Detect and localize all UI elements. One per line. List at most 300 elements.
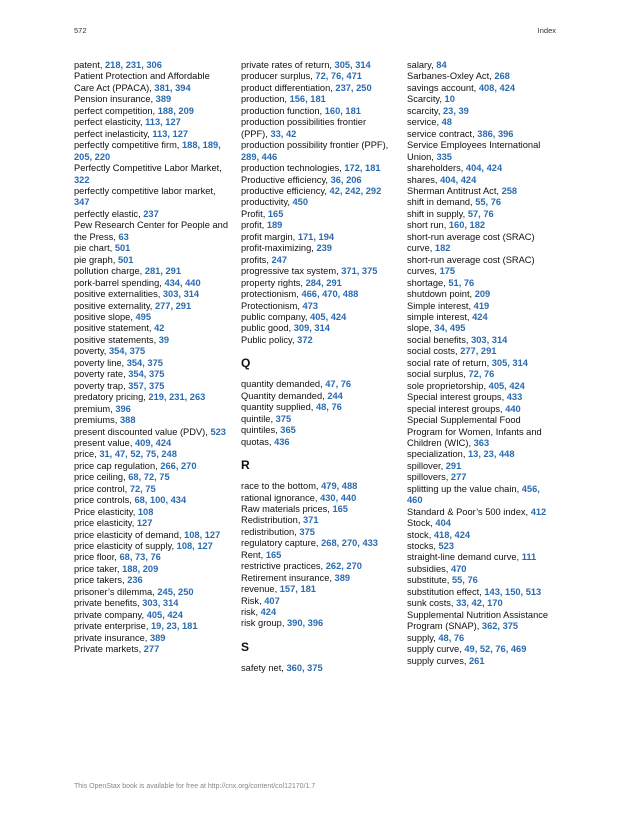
index-term: special interest groups, (407, 403, 506, 414)
index-entry (74, 346, 232, 357)
index-entry (241, 584, 393, 595)
index-term: Quantity demanded, (241, 390, 328, 401)
index-term: price elasticity of demand, (74, 529, 185, 540)
index-page-links[interactable]: 244 (327, 390, 343, 401)
index-page-links[interactable]: 371, 375 (341, 266, 378, 277)
index-page-links[interactable]: 289, 446 (241, 151, 278, 162)
index-entry (241, 379, 393, 390)
index-page-links[interactable]: 322 (74, 174, 90, 185)
index-page-links[interactable]: 389 (155, 94, 172, 105)
index-page-links[interactable]: 72, 76, 471 (315, 71, 362, 82)
index-entry (241, 550, 393, 561)
index-page-links[interactable]: 371 (303, 515, 319, 526)
index-term: race to the bottom, (241, 481, 322, 492)
index-term: supply curves, (407, 655, 470, 666)
index-term: quintile, (241, 413, 276, 424)
index-page-links[interactable]: 165 (265, 549, 282, 560)
index-page-links[interactable]: 347 (74, 197, 90, 208)
index-term: poverty trap, (74, 380, 129, 391)
index-page-links[interactable]: 268 (494, 71, 510, 82)
index-page-links[interactable]: 277, 291 (460, 346, 497, 357)
index-entry (74, 587, 232, 598)
index-page-links[interactable]: 404 (435, 518, 451, 529)
index-entry (241, 232, 393, 243)
index-page-links[interactable]: 42, 242, 292 (329, 185, 382, 196)
index-page-links[interactable]: 309, 314 (293, 323, 330, 334)
index-page-links[interactable]: 47, 76 (325, 379, 352, 390)
index-page-links[interactable]: 13, 23, 448 (467, 449, 515, 460)
index-term: production technologies, (241, 163, 345, 174)
index-entry (74, 117, 232, 128)
index-page-links[interactable]: 262, 270 (325, 561, 362, 572)
index-entry (241, 335, 393, 346)
index-page-links[interactable]: 405, 424 (146, 609, 183, 620)
index-term: Sherman Antitrust Act, (407, 185, 502, 196)
index-page-links[interactable]: 303, 314 (142, 598, 179, 609)
index-page-links[interactable]: 63 (118, 231, 129, 242)
index-page-links[interactable]: 404, 424 (440, 174, 477, 185)
index-term: stocks, (407, 541, 439, 552)
index-page-links[interactable]: 277 (450, 472, 467, 483)
index-entry (241, 163, 393, 174)
index-term: positive externality, (74, 300, 155, 311)
index-term: profit margin, (241, 231, 298, 242)
index-page-links[interactable]: 55, 76 (475, 197, 502, 208)
index-entry (241, 538, 393, 549)
index-entry (241, 323, 393, 334)
index-page-links[interactable]: 407 (264, 595, 280, 606)
index-page-links[interactable]: 268, 270, 433 (321, 538, 378, 549)
index-term: premium, (74, 403, 116, 414)
index-page-links[interactable]: 34, 495 (434, 323, 466, 334)
index-page-links[interactable]: 424 (260, 607, 277, 618)
index-term: Profit, (241, 208, 268, 219)
index-term: Sarbanes-Oxley Act, (407, 71, 495, 82)
page-number: 572 (74, 26, 87, 35)
index-page-links[interactable]: 404, 424 (465, 163, 503, 174)
index-entry (407, 369, 557, 380)
index-page-links[interactable]: 108, 127 (176, 541, 213, 552)
index-entry (407, 564, 557, 575)
index-page-links[interactable]: 245, 250 (157, 586, 194, 597)
index-page-links[interactable]: 277, 291 (154, 300, 192, 311)
index-page-links[interactable]: 363 (473, 437, 490, 448)
index-entry (74, 472, 232, 483)
index-term: regulatory capture, (241, 538, 322, 549)
index-term: perfect elasticity, (74, 117, 146, 128)
index-page-links[interactable]: 258 (501, 185, 518, 196)
index-entry (241, 414, 393, 425)
index-page-links[interactable]: 239 (316, 243, 332, 254)
index-term: price taker, (74, 563, 123, 574)
index-entry (407, 186, 557, 197)
index-page-links[interactable]: 360, 375 (286, 662, 323, 673)
index-page-links[interactable]: 108 (137, 506, 154, 517)
index-page-links[interactable]: 68, 73, 76 (119, 552, 161, 563)
index-page-links[interactable]: 305, 314 (334, 60, 371, 70)
index-page-links[interactable]: 49, 52, 76, 469 (464, 644, 527, 655)
index-entry (74, 621, 232, 632)
index-column-3 (407, 60, 557, 667)
index-term: perfectly competitive labor market, (74, 185, 216, 196)
index-page-links[interactable]: 218, 231, 306 (105, 60, 162, 70)
index-term: private rates of return, (241, 60, 335, 70)
index-page-links[interactable]: 236 (127, 575, 143, 586)
index-term: pie graph, (74, 254, 118, 265)
index-page-links[interactable]: 10 (444, 94, 455, 105)
index-page-links[interactable]: 357, 375 (128, 380, 165, 391)
index-page-links[interactable]: 405, 424 (488, 380, 525, 391)
index-entry (241, 607, 393, 618)
index-page-links[interactable]: 405, 424 (310, 311, 347, 322)
index-page-links[interactable]: 160, 182 (448, 220, 486, 231)
index-page-links[interactable]: 108, 127 (184, 529, 221, 540)
index-term: private insurance, (74, 632, 150, 643)
index-page-links[interactable]: 381, 394 (154, 82, 191, 93)
index-entry (407, 644, 557, 655)
index-entry (407, 587, 557, 598)
index-entry (74, 564, 232, 575)
index-entry (407, 209, 557, 220)
index-page-links[interactable]: 408, 424 (478, 82, 516, 93)
index-page-links[interactable]: 57, 76 (467, 208, 494, 219)
index-term: short-run average cost (SRAC) curve, (407, 231, 535, 254)
index-term: risk, (241, 607, 261, 618)
index-entry (241, 527, 393, 538)
index-term: Patient Protection and Affordable Care Act (PPACA), (74, 71, 210, 93)
index-term: supply curve, (407, 644, 465, 655)
index-entry (407, 60, 557, 71)
index-entry (241, 561, 393, 572)
index-term: present discounted value (PDV), (74, 426, 211, 437)
index-term: private company, (74, 609, 147, 620)
index-entry (241, 175, 393, 186)
index-page-links[interactable]: 39 (158, 334, 170, 345)
index-entry (74, 60, 232, 71)
index-page-links[interactable]: 456, 460 (407, 483, 540, 506)
index-term: Private markets, (74, 644, 144, 655)
index-entry (407, 598, 557, 609)
index-term: poverty rate, (74, 369, 129, 380)
index-page-links[interactable]: 375 (299, 526, 315, 537)
index-page-links[interactable]: 143, 150, 513 (484, 586, 542, 597)
index-page-links[interactable]: 48, 76 (438, 632, 465, 643)
index-term: quantity supplied, (241, 402, 316, 413)
index-term: productivity, (241, 197, 293, 208)
index-page-links[interactable]: 412 (530, 506, 547, 517)
index-page-links[interactable]: 247 (271, 254, 287, 265)
index-term: Protectionism, (241, 300, 303, 311)
index-page-links[interactable]: 33, 42 (270, 128, 297, 139)
index-entry (74, 449, 232, 460)
index-page-links[interactable]: 68, 72, 75 (128, 472, 170, 483)
index-term: positive externalities, (74, 289, 163, 300)
index-entry (241, 391, 393, 402)
index-page-links[interactable]: 284, 291 (305, 277, 342, 288)
index-page-links[interactable]: 281, 291 (144, 266, 182, 277)
index-term: spillovers, (407, 472, 451, 483)
index-column-1 (74, 60, 232, 656)
index-entry (74, 541, 232, 552)
index-term: Redistribution, (241, 515, 304, 526)
index-page-links[interactable]: 84 (436, 60, 447, 70)
index-page-links[interactable]: 188, 209 (122, 563, 159, 574)
index-page-links[interactable]: 165 (267, 208, 284, 219)
index-term: positive statement, (74, 323, 155, 334)
index-page-links[interactable]: 175 (439, 266, 456, 277)
index-page-links[interactable]: 33, 42, 170 (456, 598, 503, 609)
index-entry (74, 427, 232, 438)
index-page-links[interactable]: 303, 314 (162, 289, 200, 300)
index-page-links[interactable]: 291 (445, 460, 462, 471)
index-term: Simple interest, (407, 300, 474, 311)
index-entry (407, 163, 557, 174)
index-term: sunk costs, (407, 598, 457, 609)
index-page-links[interactable]: 388 (119, 415, 136, 426)
index-entry (407, 232, 557, 255)
index-entry (407, 507, 557, 518)
index-term: spillover, (407, 460, 446, 471)
index-entry (241, 312, 393, 323)
index-page-links[interactable]: 501 (117, 254, 134, 265)
index-term: premiums, (74, 415, 120, 426)
index-page-links[interactable]: 390, 396 (287, 618, 324, 629)
index-entry (407, 656, 557, 667)
index-page-links[interactable]: 157, 181 (279, 584, 316, 595)
index-page-links[interactable]: 72, 75 (129, 483, 156, 494)
index-entry (241, 504, 393, 515)
index-page-links[interactable]: 389 (149, 632, 166, 643)
index-page-links[interactable]: 113, 127 (145, 117, 181, 128)
index-term: Standard & Poor’s 500 index, (407, 506, 531, 517)
index-entry (407, 278, 557, 289)
index-entry (74, 335, 232, 346)
index-term: shift in demand, (407, 197, 476, 208)
index-entry (241, 437, 393, 448)
index-page-links[interactable]: 375 (275, 413, 292, 424)
index-entry (241, 255, 393, 266)
index-entry (241, 596, 393, 607)
index-entry (241, 289, 393, 300)
index-entry (74, 94, 232, 105)
index-entry (74, 106, 232, 117)
index-entry (407, 335, 557, 346)
index-term: subsidies, (407, 563, 451, 574)
index-entry (241, 402, 393, 413)
index-entry (407, 140, 557, 163)
index-page-links[interactable]: 156, 181 (289, 94, 326, 105)
index-entry (407, 117, 557, 128)
index-page-links[interactable]: 165 (332, 503, 348, 514)
index-page-links[interactable]: 433 (506, 392, 523, 403)
index-page-links[interactable]: 470 (450, 563, 467, 574)
index-page-links[interactable]: 277 (143, 644, 160, 655)
index-page-links[interactable]: 189 (266, 220, 283, 231)
index-page-links[interactable]: 450 (292, 197, 309, 208)
index-entry (407, 312, 557, 323)
index-term: social surplus, (407, 369, 469, 380)
index-entry (74, 369, 232, 380)
index-entry (407, 575, 557, 586)
index-page-links[interactable]: 182 (434, 243, 451, 254)
index-page-links[interactable]: 409, 424 (134, 437, 172, 448)
index-entry (74, 610, 232, 621)
index-page-links[interactable]: 51, 76 (448, 277, 475, 288)
index-term: progressive tax system, (241, 266, 342, 277)
index-entry (74, 323, 232, 334)
index-page-links[interactable]: 365 (280, 425, 296, 436)
index-entry (407, 552, 557, 563)
index-term: Raw materials prices, (241, 503, 333, 514)
index-term: pollution charge, (74, 266, 145, 277)
index-page-links[interactable]: 362, 375 (481, 621, 519, 632)
index-term: public company, (241, 311, 311, 322)
index-entry (74, 552, 232, 563)
index-page-links[interactable]: 305, 314 (491, 357, 528, 368)
index-page-links[interactable]: 418, 424 (433, 529, 471, 540)
index-entry (407, 484, 557, 507)
index-entry (407, 358, 557, 369)
index-entry (74, 266, 232, 277)
index-entry (241, 243, 393, 254)
index-page-links[interactable]: 42 (154, 323, 165, 334)
index-page-links[interactable]: 55, 76 (451, 575, 478, 586)
index-term: Pew Research Center for People and the Press, (74, 220, 229, 242)
index-term: salary, (407, 60, 437, 70)
index-term: Public policy, (241, 334, 298, 345)
index-entry (407, 301, 557, 312)
index-page-links[interactable]: 354, 375 (108, 346, 146, 357)
index-entry (241, 515, 393, 526)
index-page-links[interactable]: 386, 396 (477, 128, 514, 139)
index-term: revenue, (241, 584, 280, 595)
index-page-links[interactable]: 372 (297, 334, 313, 345)
index-page-links[interactable]: 436 (274, 436, 290, 447)
index-term: shareholders, (407, 163, 466, 174)
index-page-links[interactable]: 335 (436, 151, 452, 162)
index-page-links[interactable]: 23, 39 (442, 105, 469, 116)
index-term: social rate of return, (407, 357, 492, 368)
index-page-links[interactable]: 127 (136, 518, 153, 529)
index-term: present value, (74, 437, 135, 448)
index-entry (241, 140, 393, 163)
index-page-links[interactable]: 396 (115, 403, 131, 414)
index-term: Supplemental Nutrition Assistance Program (SNAP), (407, 609, 549, 632)
index-page-links[interactable]: 237, 250 (335, 82, 372, 93)
index-page-links[interactable]: 266, 270 (160, 460, 197, 471)
index-page-links[interactable]: 440 (505, 403, 521, 414)
index-term: Special interest groups, (407, 392, 507, 403)
index-page-links[interactable]: 209 (474, 289, 491, 300)
index-letter-heading: R (241, 458, 250, 473)
index-entry (241, 186, 393, 197)
index-term: property rights, (241, 277, 306, 288)
index-page-links[interactable]: 495 (135, 311, 152, 322)
index-entry (74, 358, 232, 369)
index-term: private benefits, (74, 598, 143, 609)
index-page-links[interactable]: 501 (114, 243, 131, 254)
index-page-links[interactable]: 48 (441, 117, 452, 128)
index-page-links[interactable]: 171, 194 (297, 231, 335, 242)
index-term: Special Supplemental Food Program for Women, Infants and Children (WIC), (407, 415, 542, 448)
index-page-links[interactable]: 113, 127 (152, 128, 189, 139)
index-term: prisoner’s dilemma, (74, 586, 158, 597)
index-page-links[interactable]: 430, 440 (320, 492, 357, 503)
index-term: price elasticity, (74, 518, 137, 529)
index-page-links[interactable]: 237 (143, 208, 159, 219)
index-entry (407, 404, 557, 415)
index-page-links[interactable]: 172, 181 (344, 163, 381, 174)
index-term: price, (74, 449, 100, 460)
index-page-links[interactable]: 479, 488 (321, 481, 358, 492)
index-page-links[interactable]: 48, 76 (315, 402, 342, 413)
index-term: perfectly elastic, (74, 208, 144, 219)
index-term: shortage, (407, 277, 449, 288)
index-term: Rent, (241, 549, 266, 560)
index-term: Service Employees International Union, (407, 140, 541, 162)
index-term: shares, (407, 174, 441, 185)
index-page-links[interactable]: 354, 375 (128, 369, 165, 380)
index-page-links[interactable]: 72, 76 (468, 369, 495, 380)
index-page-links[interactable]: 111 (521, 552, 537, 563)
section-title: Index (537, 26, 556, 35)
index-entry (241, 663, 393, 674)
index-page-links[interactable]: 261 (469, 655, 485, 666)
index-letter-heading: S (241, 639, 250, 654)
index-term: product differentiation, (241, 82, 336, 93)
index-page-links[interactable]: 188, 209 (157, 105, 194, 116)
index-page-links[interactable]: 523 (210, 426, 226, 437)
index-term: splitting up the value chain, (407, 483, 522, 494)
index-entry (241, 573, 393, 584)
index-term: productive efficiency, (241, 185, 330, 196)
index-term: slope, (407, 323, 435, 334)
index-entry (74, 633, 232, 644)
index-page-links[interactable]: 466, 470, 488 (301, 289, 359, 300)
index-term: shift in supply, (407, 208, 468, 219)
index-entry (407, 541, 557, 552)
index-entry (74, 278, 232, 289)
index-entry (74, 381, 232, 392)
index-page-links[interactable]: 434, 440 (164, 277, 201, 288)
index-page-links[interactable]: 419 (473, 300, 490, 311)
index-entry (407, 255, 557, 278)
index-page-links[interactable]: 19, 23, 181 (151, 621, 198, 632)
index-page-links[interactable]: 389 (334, 572, 351, 583)
index-term: production function, (241, 105, 325, 116)
index-entry (241, 71, 393, 82)
index-page-links[interactable]: 36, 206 (330, 174, 362, 185)
index-entry (74, 404, 232, 415)
index-term: short run, (407, 220, 449, 231)
index-term: pork-barrel spending, (74, 277, 165, 288)
index-page-links[interactable]: 424 (472, 311, 488, 322)
index-term: price elasticity of supply, (74, 541, 177, 552)
index-page-links[interactable]: 219, 231, 263 (148, 392, 206, 403)
index-page-links[interactable]: 523 (438, 541, 455, 552)
index-page-links[interactable]: 354, 375 (126, 357, 163, 368)
index-page-links[interactable]: 31, 47, 52, 75, 248 (99, 449, 177, 460)
index-page-links[interactable]: 473 (302, 300, 318, 311)
index-term: producer surplus, (241, 71, 316, 82)
index-page-links[interactable]: 68, 100, 434 (134, 495, 187, 506)
index-entry (74, 220, 232, 243)
index-page-links[interactable]: 303, 314 (471, 334, 508, 345)
index-column-2 (241, 60, 393, 674)
index-term: protectionism, (241, 289, 302, 300)
index-page-links[interactable]: 188, 189, 205, 220 (74, 140, 221, 162)
index-page-links[interactable]: 160, 181 (324, 105, 361, 116)
